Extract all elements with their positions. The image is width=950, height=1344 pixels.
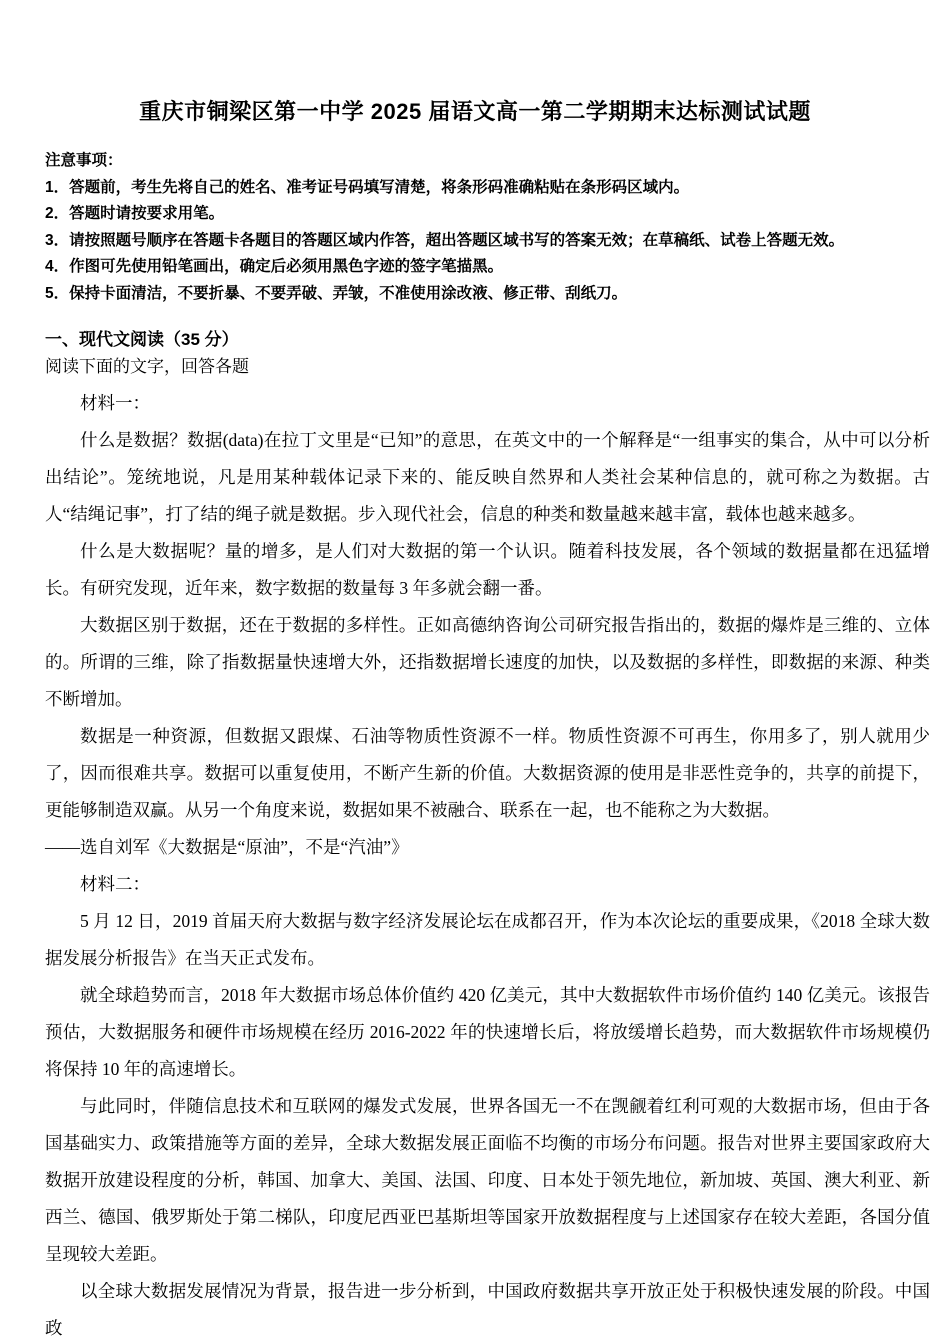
passage-paragraph: 就全球趋势而言，2018 年大数据市场总体价值约 420 亿美元，其中大数据软件市场价值约 140 亿美元。该报告预估，大数据服务和硬件市场规模在经历 2016-2022 年的快速增长后，将放缓增长趋势，而大数据软件市场规模仍将保持 10 年的高速增长。 bbox=[45, 985, 930, 1079]
passage-paragraph: 数据是一种资源，但数据又跟煤、石油等物质性资源不一样。物质性资源不可再生，你用多了，别人就用少了，因而很难共享。数据可以重复使用，不断产生新的价值。大数据资源的使用是非恶性竞争的，共享的前提下，更能够制造双赢。从另一个角度来说，数据如果不被融合、联系在一起，也不能称之为大数据。 bbox=[45, 726, 930, 820]
notice-section bbox=[45, 148, 930, 307]
section-heading-modern-reading: 一、现代文阅读（35 分） bbox=[45, 330, 239, 349]
notice-item: 2．答题时请按要求用笔。 bbox=[45, 205, 225, 222]
page-title: 重庆市铜梁区第一中学 2025 届语文高一第二学期期末达标测试试题 bbox=[139, 99, 811, 124]
notice-heading: 注意事项： bbox=[45, 152, 123, 169]
passage-paragraph: 与此同时，伴随信息技术和互联网的爆发式发展，世界各国无一不在觊觎着红利可观的大数据市场，但由于各国基础实力、政策措施等方面的差异，全球大数据发展正面临不均衡的市场分布问题。报告对世界主要国家政府大数据开放建设程度的分析，韩国、加拿大、美国、法国、印度、日本处于领先地位，新加坡、英国、澳大利亚、新西兰、德国、俄罗斯处于第二梯队，印度尼西亚巴基斯坦等国家开放数据程度与上述国家存在较大差距，各国分值呈现较大差距。 bbox=[45, 1096, 930, 1264]
notice-item: 4．作图可先使用铅笔画出，确定后必须用黑色字迹的签字笔描黑。 bbox=[45, 258, 504, 275]
notice-item: 1．答题前，考生先将自己的姓名、准考证号码填写清楚，将条形码准确粘贴在条形码区域内。 bbox=[45, 178, 690, 196]
notice-item: 3．请按照题号顺序在答题卡各题目的答题区域内作答，超出答题区域书写的答案无效；在草稿纸、试卷上答题无效。 bbox=[45, 231, 845, 249]
passage-paragraph: 5 月 12 日，2019 首届天府大数据与数字经济发展论坛在成都召开，作为本次论坛的重要成果，《2018 全球大数据发展分析报告》在当天正式发布。 bbox=[45, 911, 930, 968]
passage-container bbox=[45, 385, 930, 1344]
passage-paragraph: 什么是大数据呢？量的增多，是人们对大数据的第一个认识。随着科技发展，各个领域的数据量都在迅猛增长。有研究发现，近年来，数字数据的数量每 3 年多就会翻一番。 bbox=[45, 541, 930, 598]
reading-instruction: 阅读下面的文字，回答各题 bbox=[45, 357, 249, 376]
passage-paragraph: 大数据区别于数据，还在于数据的多样性。正如高德纳咨询公司研究报告指出的，数据的爆炸是三维的、立体的。所谓的三维，除了指数据量快速增大外，还指数据增长速度的加快，以及数据的多样性，即数据的来源、种类不断增加。 bbox=[45, 615, 930, 709]
passage-paragraph: 以全球大数据发展情况为背景，报告进一步分析到，中国政府数据共享开放正处于积极快速发展的阶段。中国政 bbox=[45, 1281, 930, 1338]
source-attribution: ——选自刘军《大数据是“原油”，不是“汽油”》 bbox=[45, 837, 409, 857]
passage-paragraph: 什么是数据？数据(data)在拉丁文里是“已知”的意思，在英文中的一个解释是“一组事实的集合，从中可以分析出结论”。笼统地说，凡是用某种载体记录下来的、能反映自然界和人类社会某种信息的，就可称之为数据。古人“结绳记事”，打了结的绳子就是数据。步入现代社会，信息的种类和数量越来越丰富，载体也越来越多。 bbox=[45, 430, 930, 524]
notice-list bbox=[45, 175, 930, 308]
notice-item: 5．保持卡面清洁，不要折暴、不要弄破、弄皱，不准使用涂改液、修正带、刮纸刀。 bbox=[45, 284, 628, 302]
material-label: 材料一： bbox=[80, 393, 150, 413]
material-label: 材料二： bbox=[80, 874, 150, 894]
